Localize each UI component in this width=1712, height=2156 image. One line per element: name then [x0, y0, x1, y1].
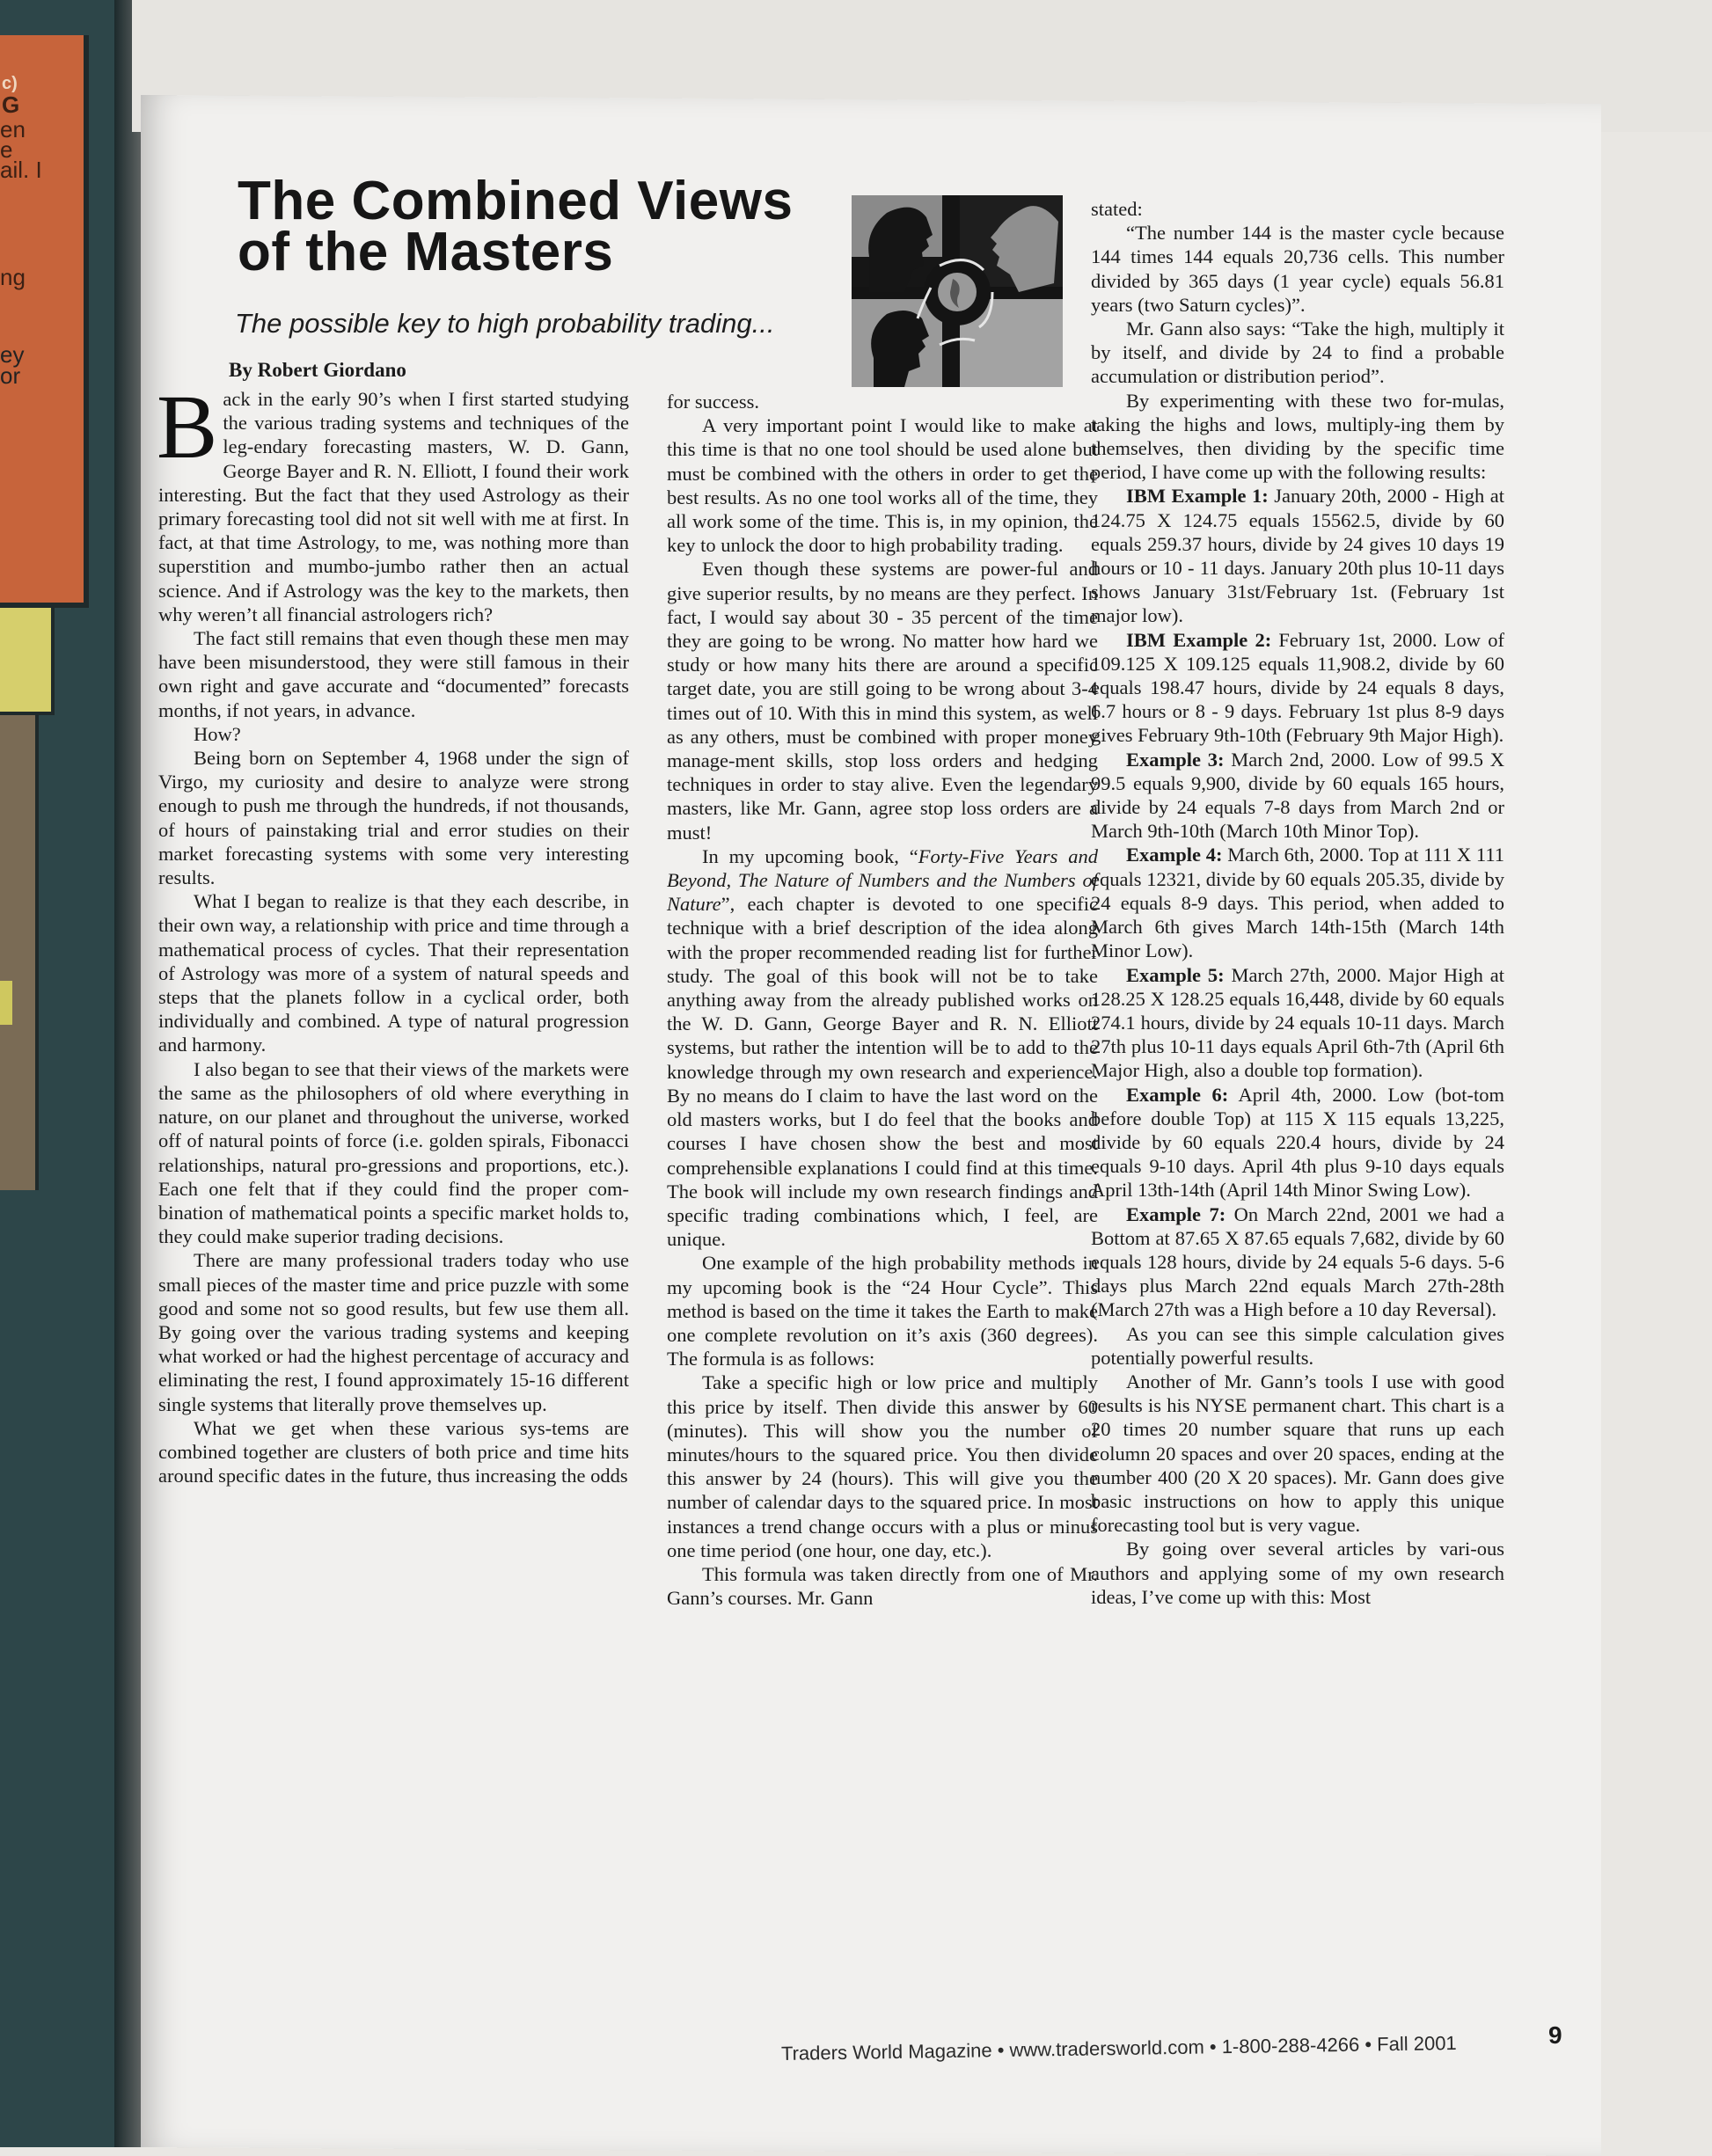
title-line-1: The Combined Views	[238, 171, 794, 231]
paragraph: By experimenting with these two for-mulas, taking the highs and lows, multiply-ing them by themselves, then dividing by the specific time period, I have come up with the following results:	[1091, 389, 1504, 484]
example-paragraph: Example 7: On March 22nd, 2001 we had a Bottom at 87.65 X 87.65 equals 7,682, divide by 60 equals 128 hours, divide by 24 equals 5-6 days. 5-6 days plus March 22nd equals March 27th-28th (March 27th was a High before a 10 day Reversal).	[1091, 1202, 1504, 1321]
paragraph: I also began to see that their views of the markets were the same as the philosophers of old where everything in nature, on our planet and throughout the universe, worked off of natural points of force (i.e. golden spirals, Fibonacci relationships, natural pro-gressions and proportions, etc.). Each one felt that if they could find the proper com-bination of mathematical points a specific market holds to, they could make superior trading decisions.	[158, 1057, 629, 1248]
example-paragraph: IBM Example 1: January 20th, 2000 - High at 124.75 X 124.75 equals 15562.5, divide by 60 equals 259.37 hours, divide by 24 gives 10 days 19 hours or 10 - 11 days. January 20th plus 10-11 days shows January 31st/February 1st. (February 1st major low).	[1091, 485, 1504, 627]
drop-cap: B	[157, 376, 218, 478]
paragraph: What we get when these various sys-tems are combined together are clusters of both price and time hits around specific dates in the future, thus increasing the odds	[158, 1416, 629, 1487]
example-paragraph: IBM Example 2: February 1st, 2000. Low of 109.125 X 109.125 equals 11,908.2, divide by 60 equals 198.47 hours, divide by 24 equals 8 days, 6.7 hours or 8 - 9 days. February 1st plus 8-9 days gives February 9th-10th (February 9th Major High).	[1091, 628, 1504, 747]
paragraph: stated:	[1091, 198, 1143, 220]
paragraph: for success.	[667, 391, 759, 413]
page-footer: Traders World Magazine • www.tradersworld.com • 1-800-288-4266 • Fall 2001	[780, 2031, 1457, 2065]
adjacent-text: ey	[0, 341, 25, 368]
example-paragraph: Example 5: March 27th, 2000. Major High at 128.25 X 128.25 equals 16,448, divide by 60 equals 274.1 hours, divide by 24 equals 10-11 days. March 27th plus 10-11 days equals April 6th-7th (April 6th Major High, also a double top formation).	[1091, 963, 1504, 1082]
quote-paragraph: “The number 144 is the master cycle because 144 times 144 equals 20,736 cells. This number divided by 365 days (1 year cycle) equals 56.81 years (two Saturn cycles)”.	[1091, 222, 1504, 316]
example-label: Example 7:	[1126, 1202, 1226, 1225]
paragraph: A very important point I would like to make at this time is that no one tool should be used alone but must be combined with the others in order to get the best results. As no one tool works all of the time, they all work some of the time. This is, in my opinion, the key to unlock the door to high probability trading.	[667, 414, 1098, 557]
article-column-2	[667, 390, 1098, 1610]
paragraph: Even though these systems are power-ful and give superior results, by no means are they perfect. In fact, I would say about 30 - 35 percent of the time they are going to be wrong. No matter how hard we study or how many hits there are around a specific target date, you are still going to be wrong about 3-4 times out of 10. With this in mind this system, as well as any others, must be combined with proper money manage-ment skills, stop loss orders and hedging techniques in order to stay alive. Even the legendary masters, like Mr. Gann, agree stop loss orders are a must!	[667, 558, 1098, 844]
paragraph: Being born on September 4, 1968 under the sign of Virgo, my curiosity and desire to analyze were strong enough to push me through the hundreds, if not thousands, of hours of painstaking trial and error studies on their market forecasting systems with some very interesting results.	[158, 747, 629, 889]
adjacent-text: ng	[0, 264, 26, 290]
quote-paragraph: Mr. Gann also says: “Take the high, multiply it by itself, and divide by 24 to find a probable accumulation or distribution period”.	[1091, 318, 1504, 388]
book-title: Forty-Five Years and Beyond, The Nature of Numbers and the Numbers of Nature	[667, 844, 1098, 916]
paragraph: One example of the high probability methods in my upcoming book is the “24 Hour Cycle”. This method is based on the time it takes the Earth to make one complete revolution on it’s axis (360 degrees). The formula is as follows:	[667, 1252, 1098, 1370]
paragraph: What I began to realize is that they each describe, in their own way, a relationship with price and time through a mathematical process of cycles. That their representation of Astrology was more of a system of natural speeds and steps that the planets follow in a cyclical order, both individually and combined. A type of natural progression and harmony.	[158, 890, 629, 1056]
example-label: Example 5:	[1126, 963, 1225, 986]
page-number: 9	[1548, 2021, 1562, 2049]
adjacent-page	[0, 0, 132, 2147]
adjacent-page-yellow-panel	[0, 608, 55, 715]
adjacent-page-brown-panel	[0, 715, 39, 1190]
adjacent-text: en	[0, 116, 26, 143]
paragraph: The fact still remains that even though these men may have been misunderstood, they were still famous in their own right and gave accurate and “documented” forecasts months, if not years, in advance.	[158, 627, 629, 721]
example-label: Example 6:	[1126, 1083, 1229, 1106]
paragraph: Back in the early 90’s when I first started studying the various trading systems and techniques of the leg-endary forecasting masters, W. D. Gann, George Bayer and R. N. Elliott, I found their work interesting. But the fact that they used Astrology as their primary forecasting tool did not sit well with me at first. In fact, at that time Astrology, to me, was nothing more than superstition and mumbo-jumbo rather then an actual science. And if Astrology was the key to the markets, then why weren’t all financial astrologers rich?	[157, 376, 629, 625]
example-label: Example 3:	[1126, 748, 1225, 771]
title-line-2: of the Masters	[238, 222, 614, 282]
article-column-1	[157, 376, 629, 1487]
paragraph: This formula was taken directly from one of Mr. Gann’s courses. Mr. Gann	[667, 1562, 1098, 1610]
paragraph: In my upcoming book, “Forty-Five Years and Beyond, The Nature of Numbers and the Numbers of Nature”, each chapter is devoted to one specific technique with a brief description of the idea along with the proper recommended reading list for further study. The goal of this book will not be to take anything away from the already published works on the W. D. Gann, George Bayer and R. N. Elliott systems, but rather the intention will be to add to the knowledge through my own research and experience. By no means do I claim to have the last word on the old masters works, but I do feel that the books and courses I have chosen show the best and most comprehensible explanations I could find at this time. The book will include my own research findings and specific trading combinations which, I feel, are unique.	[667, 844, 1098, 1251]
byline: By Robert Giordano	[229, 359, 406, 381]
example-label: IBM Example 2:	[1126, 628, 1272, 651]
adjacent-text: ail. I	[0, 157, 42, 183]
paragraph: Another of Mr. Gann’s tools I use with good results is his NYSE permanent chart. This chart is a 20 times 20 number square that runs up each column 20 spaces and over 20 spaces, ending at the number 400 (20 X 20 spaces). Mr. Gann does give basic instructions on how to apply this unique forecasting tool but is very vague.	[1091, 1370, 1504, 1537]
adjacent-text: c)	[2, 74, 18, 93]
adjacent-text: e	[0, 136, 13, 163]
example-label: IBM Example 1:	[1126, 485, 1269, 508]
adjacent-text: G	[2, 91, 20, 118]
paragraph: How?	[194, 722, 241, 745]
paragraph: By going over several articles by vari-ous authors and applying some of my own research ideas, I’ve come up with this: Most	[1091, 1538, 1504, 1608]
masters-illustration	[852, 195, 1063, 387]
adjacent-text: or	[0, 362, 21, 389]
example-paragraph: Example 6: April 4th, 2000. Low (bot-tom before double Top) at 115 X 115 equals 13,225, divide by 60 equals 220.4 hours, divide by 24 equals 9-10 days. April 4th plus 9-10 days equals April 13th-14th (April 14th Minor Swing Low).	[1091, 1083, 1504, 1202]
example-paragraph: Example 3: March 2nd, 2000. Low of 99.5 X 99.5 equals 9,900, divide by 60 equals 165 hours, divide by 24 equals 7-8 days from March 2nd or March 9th-10th (March 10th Minor Top).	[1091, 748, 1504, 843]
article-subtitle: The possible key to high probability trading...	[235, 308, 775, 339]
article-title	[238, 171, 794, 282]
example-paragraph: Example 4: March 6th, 2000. Top at 111 X 111 equals 12321, divide by 60 equals 205.35, divide by 24 equals 8-9 days. This period, when added to March 6th gives March 14th-15th (March 14th Minor Low).	[1091, 844, 1504, 962]
article-column-3	[1091, 197, 1504, 1609]
adjacent-page-yellow-strip	[0, 981, 12, 1025]
paragraph: Take a specific high or low price and multiply this price by itself. Then divide this answer by 60 (minutes). This will show you the number of minutes/hours to the squared price. You then divide this answer by 24 (hours). This will give you the number of calendar days to the squared price. In most instances a trend change occurs with a plus or minus one time period (one hour, one day, etc.).	[667, 1371, 1098, 1561]
paragraph: As you can see this simple calculation gives potentially powerful results.	[1091, 1322, 1504, 1369]
example-label: Example 4:	[1126, 844, 1223, 866]
paragraph: There are many professional traders today who use small pieces of the master time and price puzzle with some good and some not so good results, but few use them all. By going over the various trading systems and keeping what worked or had the highest percentage of accuracy and eliminating the rest, I found approximately 15-16 different single systems that literally prove themselves up.	[158, 1249, 629, 1415]
